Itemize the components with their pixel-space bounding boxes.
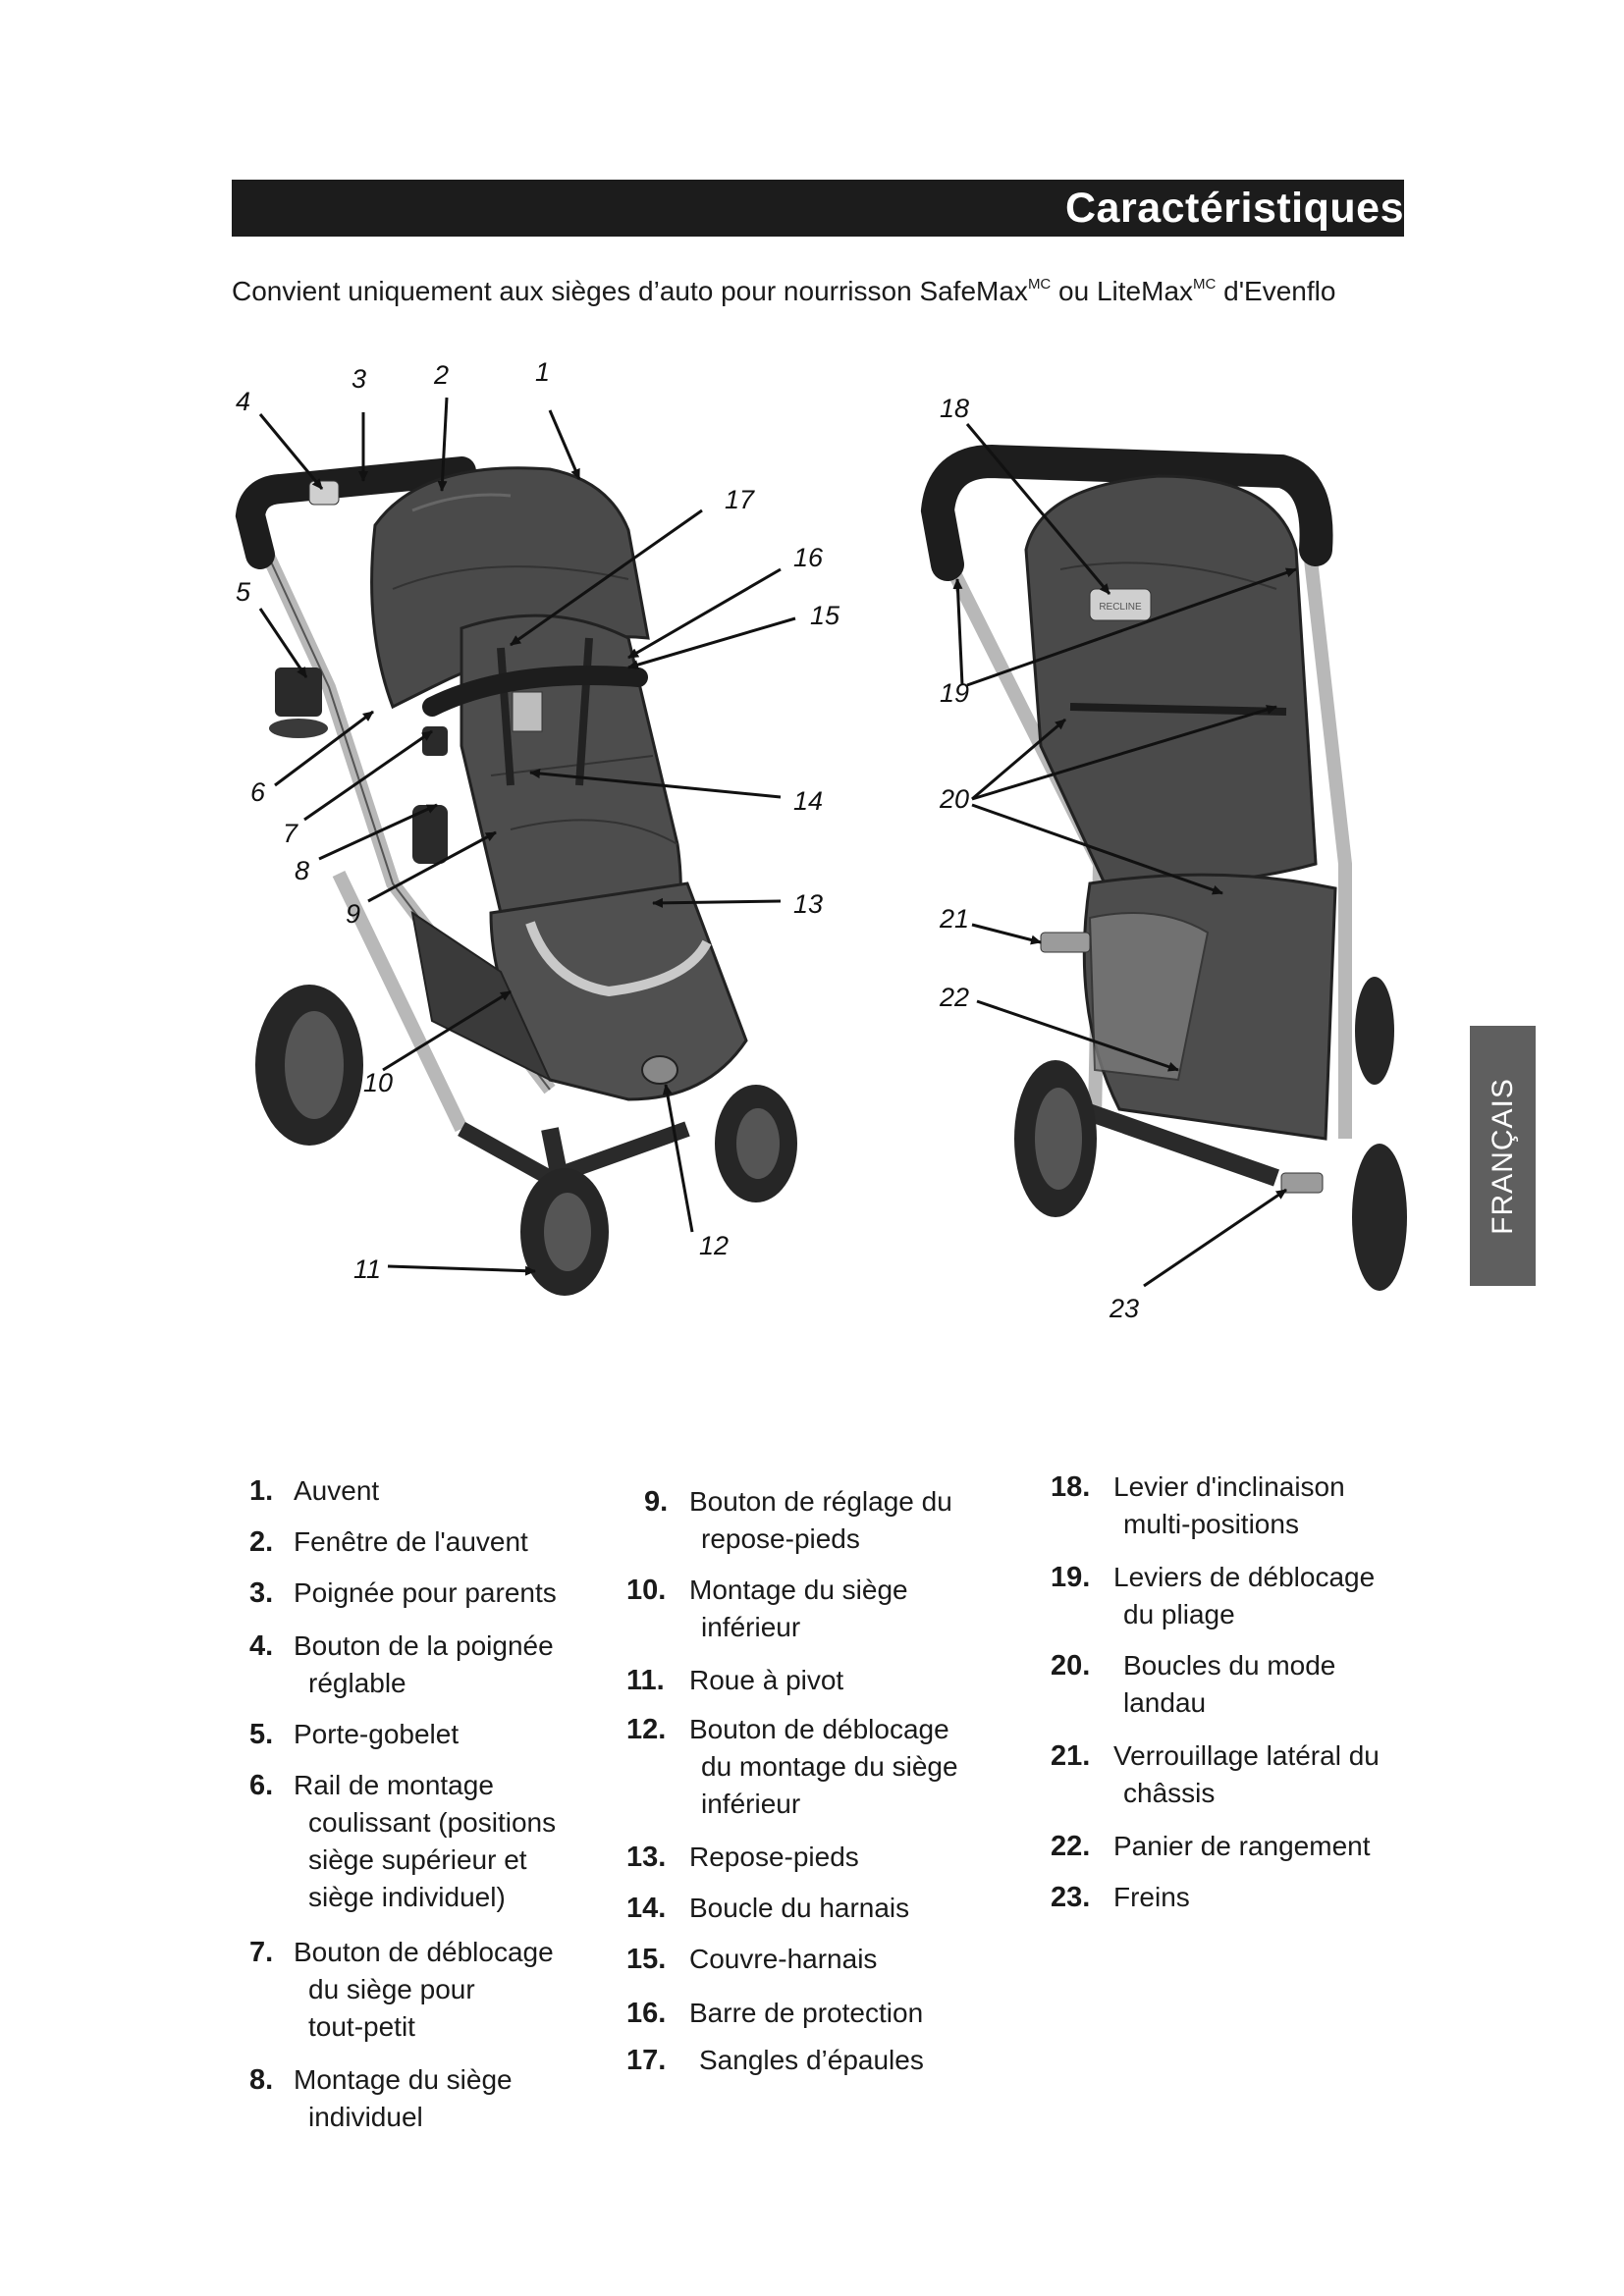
list-item: 3. Poignée pour parents bbox=[249, 1577, 557, 1609]
callout-2: 2 bbox=[434, 360, 450, 390]
parts-list-col-2 bbox=[626, 1483, 1019, 2089]
rear-wheel-left bbox=[255, 985, 363, 1146]
callout-1: 1 bbox=[535, 357, 551, 387]
callout-5: 5 bbox=[236, 577, 251, 607]
list-item: 1. Auvent bbox=[249, 1475, 380, 1507]
mount-knob bbox=[422, 726, 448, 756]
callout-15: 15 bbox=[810, 601, 840, 630]
callout-11: 11 bbox=[353, 1255, 382, 1284]
callout-13: 13 bbox=[793, 889, 824, 919]
language-tab-label: FRANÇAIS bbox=[1486, 1077, 1519, 1235]
callout-9: 9 bbox=[346, 899, 361, 929]
page-title: Caractéristiques bbox=[1065, 185, 1404, 232]
cup-holder bbox=[269, 667, 328, 738]
callout-18: 18 bbox=[940, 394, 970, 423]
brake-pedal bbox=[1281, 1173, 1323, 1193]
seat-back bbox=[1026, 476, 1316, 884]
callout-20: 20 bbox=[940, 784, 970, 814]
list-item: 13. Repose-pieds bbox=[626, 1842, 859, 1873]
callout-4: 4 bbox=[236, 387, 251, 416]
list-item: 21. Verrouillage latéral du châssis bbox=[1051, 1740, 1380, 1808]
list-item: 8. Montage du siège individuel bbox=[249, 2064, 513, 2132]
parts-list-col-1 bbox=[249, 1472, 613, 2150]
list-item: 5. Porte-gobelet bbox=[249, 1719, 460, 1750]
callout-16: 16 bbox=[793, 543, 824, 572]
list-item: 6. Rail de montage coulissant (positions siège supérieur et siège individuel) bbox=[249, 1770, 557, 1912]
list-item: 7. Bouton de déblocage du siège pour tout-petit bbox=[249, 1937, 554, 2042]
list-item: 19. Leviers de déblocage du pliage bbox=[1051, 1562, 1376, 1629]
list-item: 23. Freins bbox=[1051, 1882, 1190, 1913]
callout-3: 3 bbox=[352, 364, 367, 394]
rear-wheel-right-back bbox=[1352, 1144, 1407, 1291]
callout-17: 17 bbox=[725, 485, 755, 514]
callout-10: 10 bbox=[363, 1068, 394, 1097]
callout-12: 12 bbox=[699, 1231, 730, 1260]
list-item: 16. Barre de protection bbox=[626, 1998, 924, 2029]
rear-wheel-left-back bbox=[1014, 1060, 1097, 1217]
callout-6: 6 bbox=[250, 777, 266, 807]
parts-list-col-3 bbox=[1051, 1468, 1424, 1930]
front-stroller-drawing bbox=[250, 468, 797, 1296]
list-item: 10. Montage du siège inférieur bbox=[626, 1575, 908, 1642]
callout-14: 14 bbox=[793, 786, 824, 816]
rear-wheel-far-right bbox=[1355, 977, 1394, 1085]
callout-numbers bbox=[236, 357, 1139, 1323]
list-item: 22. Panier de rangement bbox=[1051, 1831, 1371, 1862]
list-item: 11. Roue à pivot bbox=[626, 1665, 844, 1696]
side-lock bbox=[1041, 933, 1090, 952]
compatibility-note: Convient uniquement aux sièges d’auto pour nourrisson SafeMax$^{MC}$ ou LiteMax$^{MC}$ d'Evenflo bbox=[232, 276, 1336, 306]
callout-22: 22 bbox=[940, 983, 970, 1012]
callout-23: 23 bbox=[1110, 1294, 1140, 1323]
list-item: 17. Sangles d’épaules bbox=[626, 2045, 924, 2076]
list-item: 9. Bouton de réglage du repose-pieds bbox=[644, 1486, 952, 1554]
list-item: 4. Bouton de la poignée réglable bbox=[249, 1630, 554, 1698]
callout-8: 8 bbox=[295, 856, 310, 885]
list-item: 20. Boucles du mode landau bbox=[1051, 1650, 1336, 1718]
callout-21: 21 bbox=[940, 904, 970, 934]
recline-lever-label: RECLINE bbox=[1099, 602, 1142, 613]
list-item: 12. Bouton de déblocage du montage du siège inférieur bbox=[626, 1714, 958, 1819]
list-item: 2. Fenêtre de l'auvent bbox=[249, 1526, 528, 1558]
list-item: 18. Levier d'inclinaison multi-positions bbox=[1051, 1471, 1345, 1539]
callout-7: 7 bbox=[283, 819, 298, 848]
front-wheel-right bbox=[715, 1085, 797, 1202]
list-item: 14. Boucle du harnais bbox=[626, 1893, 910, 1924]
list-item: 15. Couvre-harnais bbox=[626, 1944, 878, 1975]
callout-19: 19 bbox=[940, 678, 970, 708]
